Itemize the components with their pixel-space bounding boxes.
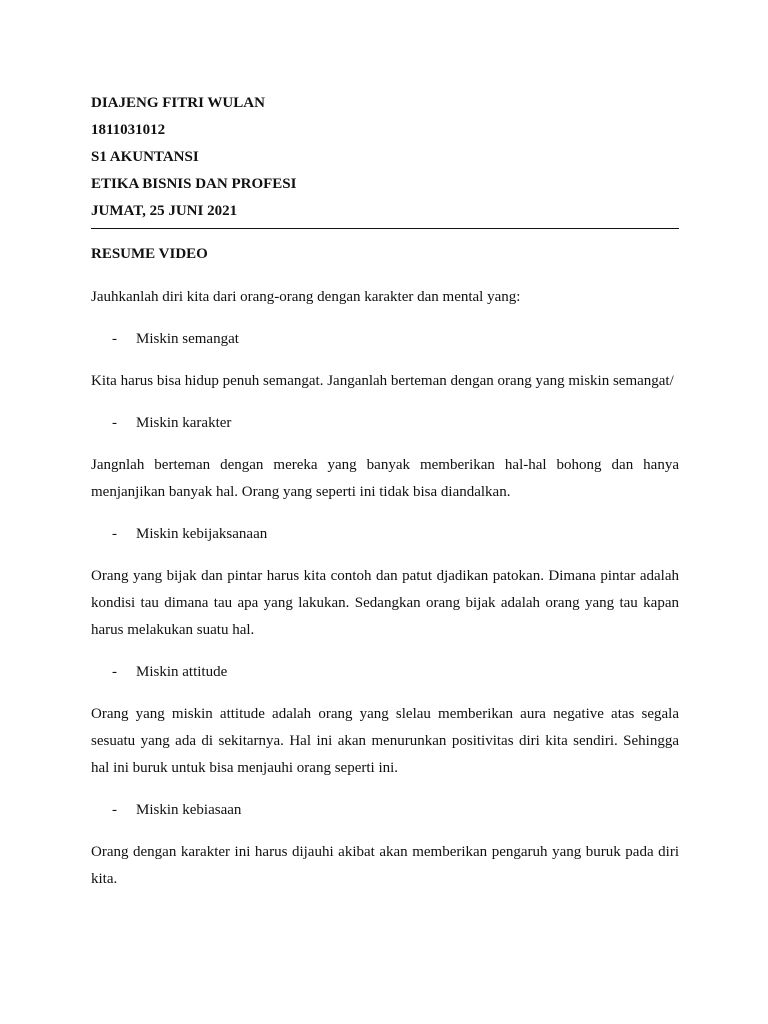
- bullet-text: Miskin kebijaksanaan: [136, 526, 268, 542]
- bullet-text: Miskin semangat: [136, 331, 239, 347]
- author-name: DIAJENG FITRI WULAN: [91, 95, 265, 111]
- document-page: [91, 0, 679, 1024]
- student-id: 1811031012: [91, 122, 166, 138]
- list-item-paragraph: Orang yang bijak dan pintar harus kita contoh dan patut djadikan patokan. Dimana pintar adalah kondisi tau dimana tau apa yang lakukan. Sedangkan orang bijak adalah orang yang tau kapan harus melakukan suatu hal.: [91, 568, 679, 638]
- bullet-dash: -: [112, 802, 117, 818]
- document-body: [91, 243, 679, 908]
- list-item-heading: [91, 797, 679, 824]
- bullet-text: Miskin kebiasaan: [136, 802, 242, 818]
- document-header: [91, 90, 679, 225]
- list-item-heading: [91, 326, 679, 353]
- bullet-dash: -: [112, 526, 117, 542]
- list-item-heading: [91, 410, 679, 437]
- list-item-heading: [91, 521, 679, 548]
- study-program: S1 AKUNTANSI: [91, 149, 199, 165]
- bullet-dash: -: [112, 415, 117, 431]
- bullet-text: Miskin attitude: [136, 664, 228, 680]
- header-divider: [91, 228, 679, 229]
- section-title: RESUME VIDEO: [91, 246, 208, 262]
- list-item-paragraph: Jangnlah berteman dengan mereka yang banyak memberikan hal-hal bohong dan hanya menjanjikan banyak hal. Orang yang seperti ini tidak bisa diandalkan.: [91, 457, 679, 500]
- list-item-paragraph: Orang yang miskin attitude adalah orang yang slelau memberikan aura negative atas segala sesuatu yang ada di sekitarnya. Hal ini akan menurunkan positivitas diri kita sendiri. Sehingga hal ini buruk untuk bisa menjauhi orang seperti ini.: [91, 706, 679, 776]
- intro-paragraph: Jauhkanlah diri kita dari orang-orang dengan karakter dan mental yang:: [91, 289, 521, 305]
- bullet-dash: -: [112, 664, 117, 680]
- bullet-dash: -: [112, 331, 117, 347]
- list-item-paragraph: Kita harus bisa hidup penuh semangat. Janganlah berteman dengan orang yang miskin semangat/: [91, 373, 674, 389]
- document-date: JUMAT, 25 JUNI 2021: [91, 203, 238, 219]
- bullet-text: Miskin karakter: [136, 415, 232, 431]
- list-item-heading: [91, 659, 679, 686]
- list-item-paragraph: Orang dengan karakter ini harus dijauhi akibat akan memberikan pengaruh yang buruk pada diri kita.: [91, 844, 679, 887]
- course-name: ETIKA BISNIS DAN PROFESI: [91, 176, 297, 192]
